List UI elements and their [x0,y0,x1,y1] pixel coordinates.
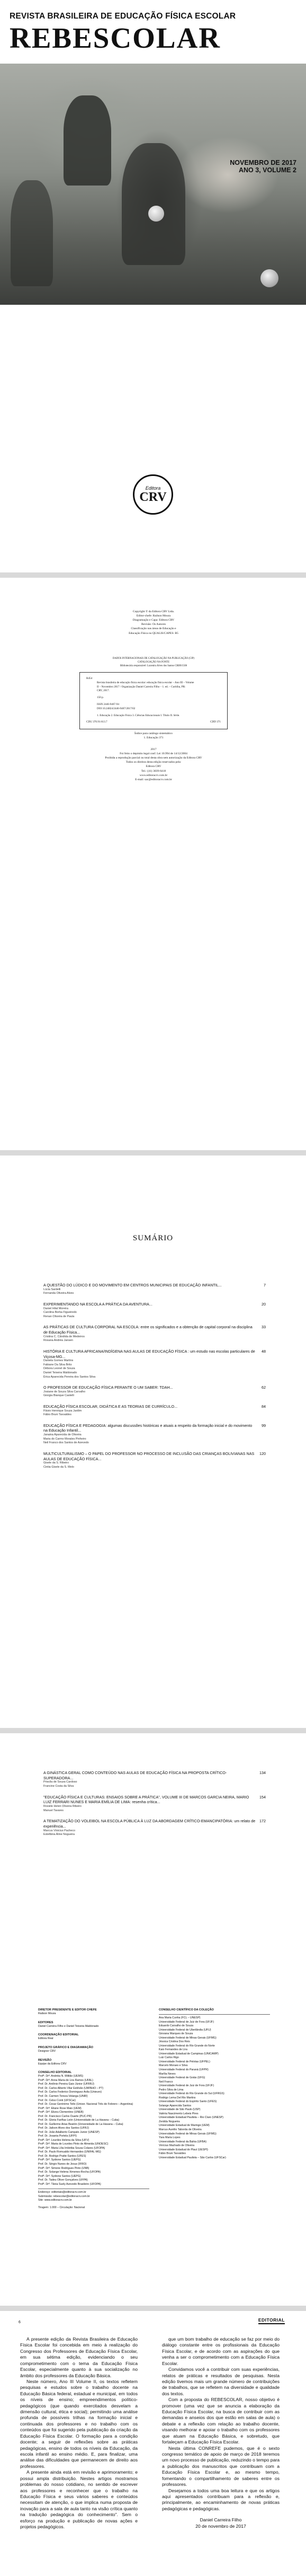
toc-author: Francine Costa da Silva [43,1785,74,1788]
credit-value: Editora Real [38,2037,53,2041]
toc-author: Flávio Henrique Souza Jardim [43,1409,82,1413]
council-member: Profª. Drª. Lourdes Helena da Silva (UFV) [38,2138,89,2142]
catalog-index [90,731,217,740]
print-note: Tiragem: 1.000 – Circulação: Nacional [38,2206,85,2209]
council-member: Profª. Drª. Anna Maria de Lira Ramos (UFAL) [38,2078,93,2082]
toc-title: A GINÁSTICA GERAL COMO CONTEÚDO NAS AULAS DE EDUCAÇÃO FÍSICA NA PROPOSTA CRÍTICO-SUPERADORA... [43,1770,227,1780]
cover-kicker: REVISTA BRASILEIRA DE EDUCAÇÃO FÍSICA ESCOLAR [10,12,236,21]
scientific-member: Universidade Estadual Paulista – Rio Claro (UNESP) [159,2116,223,2120]
toc-title: HISTÓRIA E CULTURA AFRICANA/INDÍGENA NAS AULAS DE EDUCAÇÃO FÍSICA : um estudo nas escolas particulares de Viçosa-MG... [43,1348,255,1359]
council-member: Prof. Dr. Josania Portela (UFPI) [38,2134,77,2138]
copyright-line: Educação Física no QUALIS/CAPES: B5 [129,631,178,635]
contact-line: Endereço: editoriais@editoracrv.com.br [38,2191,86,2194]
council-member: Profª. Drª. Sydione Santos (UEPG) [38,2158,81,2162]
toc-title: EDUCAÇÃO FÍSICA E PEDAGOGIA: algumas discussões históricas e atuais a respeito da formação inicial e do movimento na Educação Infantil... [43,1423,253,1433]
toc-entry[interactable] [43,1385,266,1398]
scientific-member: Universidade Federal do Paraná (UFPR) [159,2068,209,2072]
cover-page [0,0,306,572]
council-list [38,2075,149,2186]
copyright-line: Copyright © da Editora CRV Ltda. [132,610,175,613]
toc-author: Josiane de Souza Silva Carvalho [43,1390,86,1393]
toc-author: Daniel Hilal Moreira [43,1307,69,1310]
copyright-line: Revisão: Os Autores [141,623,166,627]
scientific-council [159,2004,270,2160]
toc-page: 172 [259,1819,266,1824]
editorial-paragraph: Neste número, Ano III Volume II, os textos refletem pesquisas e estudos sobre o trabalho docente na Educação Básica federal, estadual e municipal, em todos os níveis de ensino; empreendimentos político-pedagógicos (que quando exercitados desvelam a dimensão cultural, ética e social); permitindo uma análise profunda de possíveis trilhas na formação inicial e continuada dos professores e no trabalho com os conteúdos que foi sugerido pela publicação da criação da Educação Física Escolar. O formação para a condição docente; a seguir de reflexões sobre as práticas pedagógicas, ensino de todos os níveis da Educação, da escola infantil ao ensino médio. E, para finalizar, uma análise das dificuldades que permanecem de direito aos professores. [20,2378,138,2469]
legal-line: Todos os direitos desta edição reservados pela: [125,761,182,764]
issue-date: NOVEMBRO DE 2017 [230,159,296,166]
toc-entry[interactable] [43,1302,266,1319]
issue-volume [230,159,296,174]
credit-heading: DIRETOR PRESIDENTE E EDITOR CHEFE [38,2008,97,2012]
index-line: 1. Educação 371 [143,736,164,740]
credit-value: Railson Moura [38,2012,56,2016]
council-member: Prof. Dr. Cesar Gerónimo Tello (Univer. Nacional Três de Febrero – Argentina) [38,2103,133,2106]
copyright-line: Classificação nas áreas de Educação e [131,627,176,631]
signature-name: Daniel Carreira Filho [200,2517,242,2523]
catalog-cdd: CDD 371 [210,720,221,724]
scientific-member: Rodrigo Lema Del Rio Martins [159,2096,196,2099]
toc-page: 84 [262,1404,266,1409]
copyright-page [0,578,306,1150]
scientific-member: Jéssica Cristina Dos Reis [159,2040,190,2044]
toc-title: EXPERIMENTANDO NA ESCOLA A PRÁTICA DA AVENTURA... [43,1301,152,1307]
credit-heading: CONSELHO EDITORIAL [38,2071,72,2075]
toc-author: Gisele da S. Ribeiro [43,1461,69,1465]
scientific-member: Marcelo Moraes e Silva [159,2064,188,2068]
credit-value: Daniel Carreira Filho e Daniel Teixeira Maldonado [38,2024,99,2028]
editorial-paragraph: Nesta última CONREFE pudemos, que é o sexto congresso temático de apoio de março de 2018 teremos um novo processo de publicação, reduzindo o tempo para a publicação dos manuscritos que contribuam com a Educação Física Escolar e, ao mesmo tempo, fomentando o compartilhamento de saberes entre os professores. [162,2445,280,2487]
credit-heading: REVISÃO [38,2058,52,2062]
scientific-member: Universidade Federal da Bahia (UFBA) [159,2140,206,2143]
scientific-member: Universidade Federal de Minas Gerais (UFMG) [159,2132,217,2136]
toc-title: A QUESTÃO DO LÚDICO E DO MOVIMENTO EM CENTROS MUNICIPAIS DE EDUCAÇÃO INFANTIL... [43,1283,222,1287]
toc-author: Fabiane Da Silva Brito [43,1363,72,1366]
scientific-member: Solange Aparecida Santos [159,2104,192,2107]
toc-author: Fernanda Oliveira Alves [43,1292,74,1295]
scientific-member: Universidade Federal de Juiz de Fora (UFJF) [159,2084,214,2088]
ball-icon [148,206,164,222]
toc-page: 7 [264,1283,266,1287]
catalog-line: CATALOGAÇÃO NA FONTE [137,660,170,664]
editorial-column-right [162,2336,280,2529]
credit-value: Equipe da Editora CRV [38,2062,67,2066]
legal-block [90,747,217,782]
council-member: Prof. Dr. Carmen Tereza Velanga (UNIR) [38,2094,88,2098]
player-figure [64,95,111,186]
editorial-credits [38,2004,149,2210]
toc-author: Érica Aparecida Pereira dos Santos Silva [43,1375,96,1379]
scientific-member: Kaio Fernandes de Lira [159,2048,187,2052]
council-member: Prof. Dr. Carlos Federico Dominguez Avila (Unieuro) [38,2090,102,2094]
council-member: Prof. Dr. Tadeu Oliver Gonçalves (UFPA) [38,2178,88,2182]
scientific-member: Vinícius Machado de Oliveira [159,2144,195,2148]
council-member: Profª. Drª. Sydione Santos (UEPG) [38,2174,81,2178]
scientific-member: Ana Maria Cunha (FCL – UNESP) [159,2016,201,2020]
catalog-line: II – Novembro 2017 / Organização Daniel Carreira Filho – 1. ed. – Curitiba, PR: [97,685,186,689]
toc-entry[interactable] [43,1423,266,1445]
council-member: Profª. Drª. Maria Lília Imbiriba Sousa Colares (UFOPA) [38,2146,105,2150]
index-title: Índice para catálogo sistemático [134,732,173,735]
edition-year: 2017 [150,748,157,751]
copyright-credits [90,610,217,636]
toc-entry[interactable] [43,1349,266,1379]
toc-entry[interactable] [43,1325,266,1343]
scientific-member: Universidade Federal de Minas Gerais (UFMG) [159,2036,217,2040]
cover-title: REBESCOLAR [10,22,221,54]
toc-author: Carolina Borba Figueiredo [43,1311,77,1315]
signature [162,2517,280,2529]
scientific-member: Universidade Estadual do Piauí (UESPI) [159,2148,208,2151]
scientific-member: Neil Franco [159,2080,173,2084]
ball-icon [260,269,278,287]
toc-entry[interactable] [43,1770,266,1789]
council-member: Profª. Drª. Elizeu Clementino (UNEB) [38,2111,84,2114]
scientific-member: Eduardo Carvalho de Souza [159,2024,194,2028]
scientific-member: Universidade de São Paulo (USP) [159,2108,201,2112]
toc-author: Daniel Teixeira Maldonado [43,1371,77,1374]
scientific-member: Pedro Silva de Lima [159,2088,184,2092]
toc-page: 99 [262,1423,266,1428]
scientific-member: Universidade Federal do Rio Grande do Sul (UFRGS) [159,2092,224,2096]
toc-author: Daniela Gomes Martins [43,1359,74,1363]
scientific-member: Universidade Federal do Espírito Santo (UFES) [159,2100,217,2104]
copyright-line: Editor-chefe: Railson Moura [136,614,171,618]
credit-value: Designer CRV [38,2050,56,2053]
toc-author: Débora Leonel de Souza [43,1367,75,1371]
catalog-line: 1. Educação 2. Educação Física 3. Ciências Educacionais I. Título II. Série. [97,713,180,717]
editorial-paragraph: A presente ainda está em revisão e aprimoramento; e possui ampla distribuição. Nestes artigos mostramos problemas do nosso cotidiano, no sentido de escrever aos professores e reconhecer que o trabalho na Educação Física e seus vários saberes e conteúdos necessitam de atenção, o que implica numa proposta de inovação para a sala de aula tanto na visão crítica quanto na tradução pedagógica do conhecimento". Sem o esforço na produção e publicação de novas ações e projetos pedagógicos. [20,2469,138,2530]
council-member: Profª. Drª. Maria de Lourdes Pinto de Almeida (UNOESC) [38,2142,109,2146]
legal-line: Tel.: (41) 3039-6418 [141,769,166,773]
catalog-card [79,672,228,729]
contact-line: Site: www.editoracrv.com.br [38,2199,72,2202]
toc-entry[interactable] [43,1819,266,1837]
toc-author: Estefânia Aline Nogueira [43,1833,75,1837]
scientific-member: Luiz Carlos Rigo [159,2056,179,2060]
toc-entry[interactable] [43,1795,266,1813]
editorial-paragraph: A presente edição da Revista Brasileira de Educação Física Escolar foi concebida em meio à realização do Congresso dos Professores de Educação Física Escolar, em sua sétima edição, evidenciando o seu comprometimento com o tema da Educação Física Escolar, especialmente quanto à sua socialização no âmbito dos professores da Educação Básica. [20,2336,138,2378]
toc-author: Fábio Bruni Tavvaldes [43,1413,71,1417]
toc-page: 120 [259,1451,266,1456]
legal-line: Foi feito o depósito legal conf. Lei 10.994 de 14/12/2004 [120,752,187,756]
scientific-member: Universidade Federal de Juiz de Fora (UFJF) [159,2020,214,2024]
council-member: Prof. Dr. Guillermo Arias Beatón (Universidade de La Havana – Cuba) [38,2122,123,2126]
scientific-member: Universidade Federal do Rio Grande do Norte [159,2044,215,2048]
contents-title: SUMÁRIO [132,1234,174,1242]
toc-author: Manuel Tavares [43,1809,64,1812]
council-member: Prof. Dr. Carlos Alberto Vilar Estêvão (UMINHO – PT) [38,2086,104,2090]
publisher-prefix: Editora [145,486,161,491]
council-member: Prof. Dr. Solange Helena Ximenes-Rocha (UFOPA) [38,2171,101,2174]
credit-heading: PROJETO GRÁFICO E DIAGRAMAÇÃO [38,2045,94,2049]
council-member: Prof. Dr. Rodrigo Pratte-Santos (UFES) [38,2154,86,2158]
council-member: Profª. Drª. Simone Rodrigues Pinto (UNB) [38,2166,89,2170]
contact-list [38,2191,149,2203]
toc-page: 134 [259,1770,266,1775]
toc-page: 154 [259,1794,266,1799]
toc-page: 20 [262,1301,266,1307]
toc-title: AS PRÁTICAS DE CULTURA CORPORAL NA ESCOLA: entre os significados e a obtenção de capital corporal na disciplina de Educação Física... [43,1325,253,1335]
credit-heading: CONSELHO CIENTÍFICO DA COLEÇÃO [159,2008,214,2012]
signature-date: 20 de novembro de 2017 [195,2523,246,2529]
contents-page [0,1155,306,1728]
council-member: Prof. Dr. João Adalberto Campato Junior (UNESP) [38,2130,100,2134]
legal-line: www.editoracrv.com.br [139,773,168,777]
scientific-list [159,2016,270,2160]
council-member: Profª. Drª. Andréia N. Militão (UEMS) [38,2075,84,2078]
council-member: Prof. Dr. Celso Conti (UFSCar) [38,2098,76,2102]
scientific-member: Yara Maria Lopes [159,2136,181,2140]
council-member: Prof. Dr. Gloria Fariñas León (Universidade de La Havana – Cuba) [38,2119,120,2122]
scientific-member: Universidade Federal de Pelotas (UFPEL) [159,2060,210,2063]
toc-author: Neil Franco dos Santos de Azevedo [43,1441,89,1445]
catalog-header [90,657,217,668]
toc-page: 48 [262,1348,266,1354]
catalog-line: Bibliotecária responsável: Luzenira Alves dos Santos CRB9/1506 [120,664,187,667]
toc-author: Maria do Carmo Morales Pinheiro [43,1437,86,1441]
council-member: Profª. Drª. Eliane Rose Maio (UEM) [38,2106,82,2110]
toc-author: Janaina Aparecida de Oliveira [43,1433,82,1437]
legal-line: Editora CRV [146,765,161,769]
toc-entry[interactable] [43,1283,266,1296]
catalog-line: DOI 10.24824/2446-9467/2017/02 [97,707,136,710]
copyright-line: Diagramação e Capa: Editora CRV [132,619,175,622]
scientific-member: Marília Neves [159,2072,176,2076]
player-figure [11,180,53,286]
catalog-line: CRV, 2017. [97,689,110,693]
scientific-member: Universidade Estadual de Maringá (UEM) [159,2124,210,2128]
scientific-member: Universidade Federal de Goiás (UFG) [159,2076,205,2080]
scientific-member: Universidade Estadual de Campinas (UNICAMP) [159,2052,219,2055]
editorial-paragraph: Com a proposta do REBESCOLAR, nosso objetivo é promover (uma vez que se anuncia a elaboração da Educação Física Escolar, na busca de contribuir com as demandas e anseios dos que estão em salas de aula) o debate e a reflexão com relação ao trabalho docente, visando melhorar e apoiar o trabalho com os professores que atuam na Educação Básica, e sobretudo, que fortaleçam a Educação Física Escolar. [162,2397,280,2445]
catalog-cdu: CDU 370.91:613.7 [86,720,107,724]
toc-author: Cristina C. Cândida de Medeiros [43,1335,85,1338]
toc-page: 62 [262,1385,266,1390]
publisher-name: CRV [139,490,167,504]
page-number: 6 [19,2321,21,2324]
editorial-heading: EDITORIAL [258,2317,285,2324]
council-member: Prof. Dr. Paulo Romualdo Hernandes (UNIFAL-MG) [38,2150,101,2154]
scientific-member: Valéria Nascimento Lebeis Pires [159,2112,199,2115]
publisher-logo [133,474,173,515]
council-member: Prof. Dr. Sérgio Nunes de Jesus (IFRO) [38,2163,87,2166]
toc-title: EDUCAÇÃO FÍSICA ESCOLAR, DIDÁTICA E AS TEORIAS DE CURRÍCULO... [43,1404,178,1409]
editorial-paragraph: que um bom trabalho de educação se faz por meio do diálogo constante entre os profissionais da Educação Física Escolar, e de acordo com as aspirações do que venha a ser o comprometimento com a Educação Física Escolar. [162,2336,280,2366]
toc-title: A TEMATIZAÇÃO DO VOLEIBOL NA ESCOLA PÚBLICA À LUZ DA ABORDAGEM CRÍTICO-EMANCIPATÓRIA: um relato de experiência... [43,1819,256,1829]
scientific-member: Zenilda Nogueira [159,2120,180,2123]
toc-author: Priscila de Souza Cardoso [43,1780,77,1784]
council-member: Profª. Drª. Tânia Suely Azevedo Brasileiro (UFOPA) [38,2182,101,2186]
catalog-line: 150 p. [97,696,104,700]
editorial-column-left [20,2336,138,2530]
contents-list [43,1283,266,1475]
legal-line: Proibida a reprodução parcial ou total desta obra sem autorização da Editora CRV [105,756,202,760]
catalog-line: ISSN 2446-9467-94 [97,702,119,706]
editorial-paragraph: Desejamos a todos uma boa leitura e que os artigos aqui apresentados contribuam para a reflexão e, principalmente, ao encaminhamento de novas práticas pedagógicas e pedagógicas. [162,2487,280,2511]
council-member: Prof. Dr. Antônio Pereira Gaio Júnior (UFRRJ) [38,2083,94,2086]
scientific-member: Giovana Marques de Souza [159,2032,193,2036]
scientific-member: Universidade Federal de Uberlândia (UFU) [159,2028,211,2032]
credit-heading: COORDENAÇÃO EDITORIAL [38,2033,79,2037]
council-member: Prof. Dr. Jailson Alves dos Santos (UFRJ) [38,2127,89,2130]
cover-header [10,12,296,52]
contents-page-2 [0,1733,306,2306]
toc-title: "EDUCAÇÃO FÍSICA E CULTURAS: ENSAIOS SOBRE A PRÁTICA", VOLUME III DE MARCOS GARCIA NEIRA, MARIO LUIZ FERRARI NUNES E MARIA EMÍLIA DE LIMA: resenha crítica... [43,1794,249,1805]
toc-title: O PROFESSOR DE EDUCAÇÃO FÍSICA PERANTE O UM SABER: TDAH... [43,1385,173,1390]
catalog-code: R454 [86,677,93,680]
credit-heading: EDITORES [38,2021,53,2024]
toc-author: Rosana Andréa Jansen [43,1339,74,1343]
editorial-page [0,2311,306,2576]
cover-photo [0,64,306,305]
catalog-line: Revista brasileira de educação física escolar: educação física escolar – Ano III – Volume [97,681,194,684]
toc-author: Renan Oliveira de Paula [43,1315,75,1318]
toc-entry[interactable] [43,1404,266,1417]
toc-author: Rosiele Helen Oliveira Ribeiro [43,1805,82,1808]
toc-author: Giorgia Bianque Castelli [43,1394,74,1398]
toc-author: Lúcia Sardelli [43,1287,61,1291]
contact-line: Submissão: rebescolar@editoracrv.com.br [38,2194,90,2198]
legal-line: E-mail: sac@editoracrv.com.br [135,778,172,781]
scientific-member: Marcus Aurélio Taborda de Oliveira [159,2128,202,2131]
toc-author: Cintia Gisele da S. Melo [43,1465,74,1469]
toc-page: 33 [262,1325,266,1330]
catalog-line: DADOS INTERNACIONAIS DE CATALOGAÇÃO NA PUBLICAÇÃO (CIP) [112,657,195,660]
scientific-member: Fábio Bruni Tavvaldes [159,2152,186,2156]
player-figure [122,143,185,265]
volume-label: ANO 3, VOLUME 2 [238,166,296,174]
council-member: Prof. Dr. Francisco Carlos Duarte (PUC-PR) [38,2114,92,2118]
editorial-paragraph: Convidamos você a contribuir com suas experiências, relatos de práticas e resultados de pesquisas. Nesta edição tivemos mais um grande número de contribuições de trabalhos, que se refletem na diversidade e qualidade dos textos. [162,2367,280,2396]
contents-list-2 [43,1770,266,1843]
toc-title: MULTICULTURALISMO – O PAPEL DO PROFESSOR NO PROCESSO DE INCLUSÃO DAS CRIANÇAS BOLIVIANAS NAS AULAS DE EDUCAÇÃO FÍSICA... [43,1451,255,1461]
toc-entry[interactable] [43,1451,266,1470]
toc-author: Marcus Vinicius Pacheco [43,1829,76,1832]
scientific-member: Universidade Estadual Paulista – São Carlos (UFSCar) [159,2156,226,2159]
